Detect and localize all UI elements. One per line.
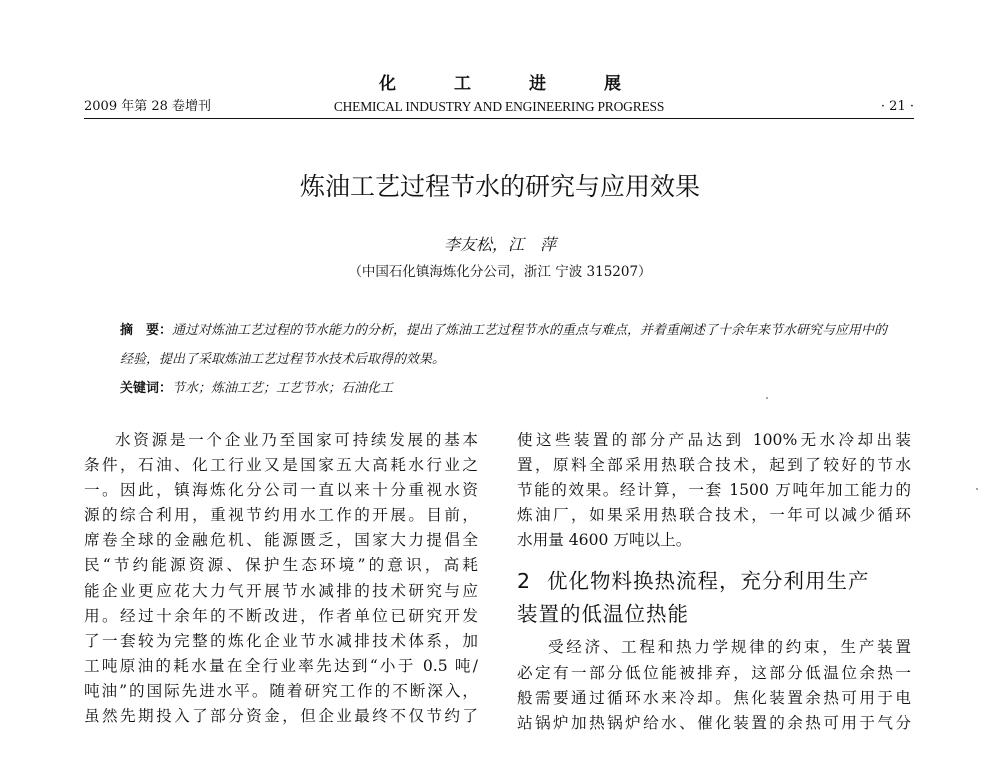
- abstract-label: 摘 要：: [120, 323, 173, 338]
- body-line: 站锅炉加热锅炉给水、催化装置的余热可用于气分: [517, 713, 911, 732]
- section-title-line2: 装置的低温位热能: [517, 602, 689, 627]
- body-line: 吨油”的国际先进水平。随着研究工作的不断深入，: [84, 681, 478, 700]
- body-line: 炼油厂，如果采用热联合技术，一年可以减少循环: [517, 506, 911, 525]
- page-number: · 21 ·: [880, 99, 914, 114]
- body-left-column: [84, 428, 478, 729]
- body-line: 席卷全球的金融危机、能源匮乏，国家大力提倡全: [84, 531, 478, 550]
- body-line: 水用量 4600 万吨以上。: [517, 531, 692, 550]
- body-line: 源的综合利用，重视节约用水工作的开展。目前，: [84, 506, 478, 525]
- body-line: 能企业更应花大力气开展节水减排的技术研究与应: [84, 581, 478, 600]
- body-line: 工吨原油的耗水量在全行业率先达到“小于 0.5 吨/: [84, 656, 478, 675]
- body-right-column: [517, 428, 911, 736]
- abstract: [120, 316, 890, 374]
- keywords: [120, 378, 890, 400]
- article-authors: 李友松，江 萍: [443, 235, 556, 254]
- header-rule: [84, 118, 914, 119]
- body-line: 用。经过十余年的不断改进，作者单位已研究开发: [84, 606, 478, 625]
- body-line: 受经济、工程和热力学规律的约束，生产装置: [548, 638, 911, 657]
- body-line: 般需要通过循环水来冷却。焦化装置余热可用于电: [517, 688, 911, 707]
- body-line: 民“节约能源资源、保护生态环境”的意识，高耗: [84, 556, 478, 575]
- journal-title-en: CHEMICAL INDUSTRY AND ENGINEERING PROGRESS: [333, 99, 665, 114]
- scan-speck: [766, 397, 768, 399]
- body-line: 置，原料全部采用热联合技术，起到了较好的节水: [517, 456, 911, 475]
- body-line: 条件，石油、化工行业又是国家五大高耗水行业之: [84, 456, 478, 475]
- body-line: 必定有一部分低位能被排弃，这部分低温位余热一: [517, 663, 911, 682]
- section-heading: [517, 565, 911, 631]
- keywords-label: 关键词：: [120, 381, 173, 396]
- scan-speck: [976, 488, 978, 490]
- running-header: [84, 98, 914, 116]
- body-line: 了一套较为完整的炼化企业节水减排技术体系，加: [84, 631, 478, 650]
- keywords-text: 节水；炼油工艺；工艺节水；石油化工: [172, 381, 394, 396]
- body-line: 节能的效果。经计算，一套 1500 万吨年加工能力的: [517, 481, 911, 500]
- body-line: 一。因此，镇海炼化分公司一直以来十分重视水资: [84, 481, 478, 500]
- section-title-line1: 优化物料换热流程，充分利用生产: [547, 569, 870, 594]
- section-heading-line: [517, 565, 911, 598]
- issue-info: 2009 年第 28 卷增刊: [84, 99, 212, 114]
- body-line: 水资源是一个企业乃至国家可持续发展的基本: [115, 431, 478, 449]
- body-line: 虽然先期投入了部分资金，但企业最终不仅节约了: [84, 707, 478, 726]
- article-title: 炼油工艺过程节水的研究与应用效果: [299, 172, 700, 201]
- section-number: 2: [517, 569, 532, 594]
- journal-title-cn: 化工进展: [379, 74, 679, 94]
- abstract-text: 通过对炼油工艺过程的节水能力的分析，提出了炼油工艺过程节水的重点与难点，并着重阐述了十余年来节水研究与应用中的经验，提出了采取炼油工艺过程节水技术后取得的效果。: [120, 323, 888, 367]
- body-line: 使这些装置的部分产品达到 100%无水冷却出装: [517, 431, 911, 449]
- author-affiliation: （中国石化镇海炼化分公司，浙江 宁波 315207）: [348, 264, 652, 280]
